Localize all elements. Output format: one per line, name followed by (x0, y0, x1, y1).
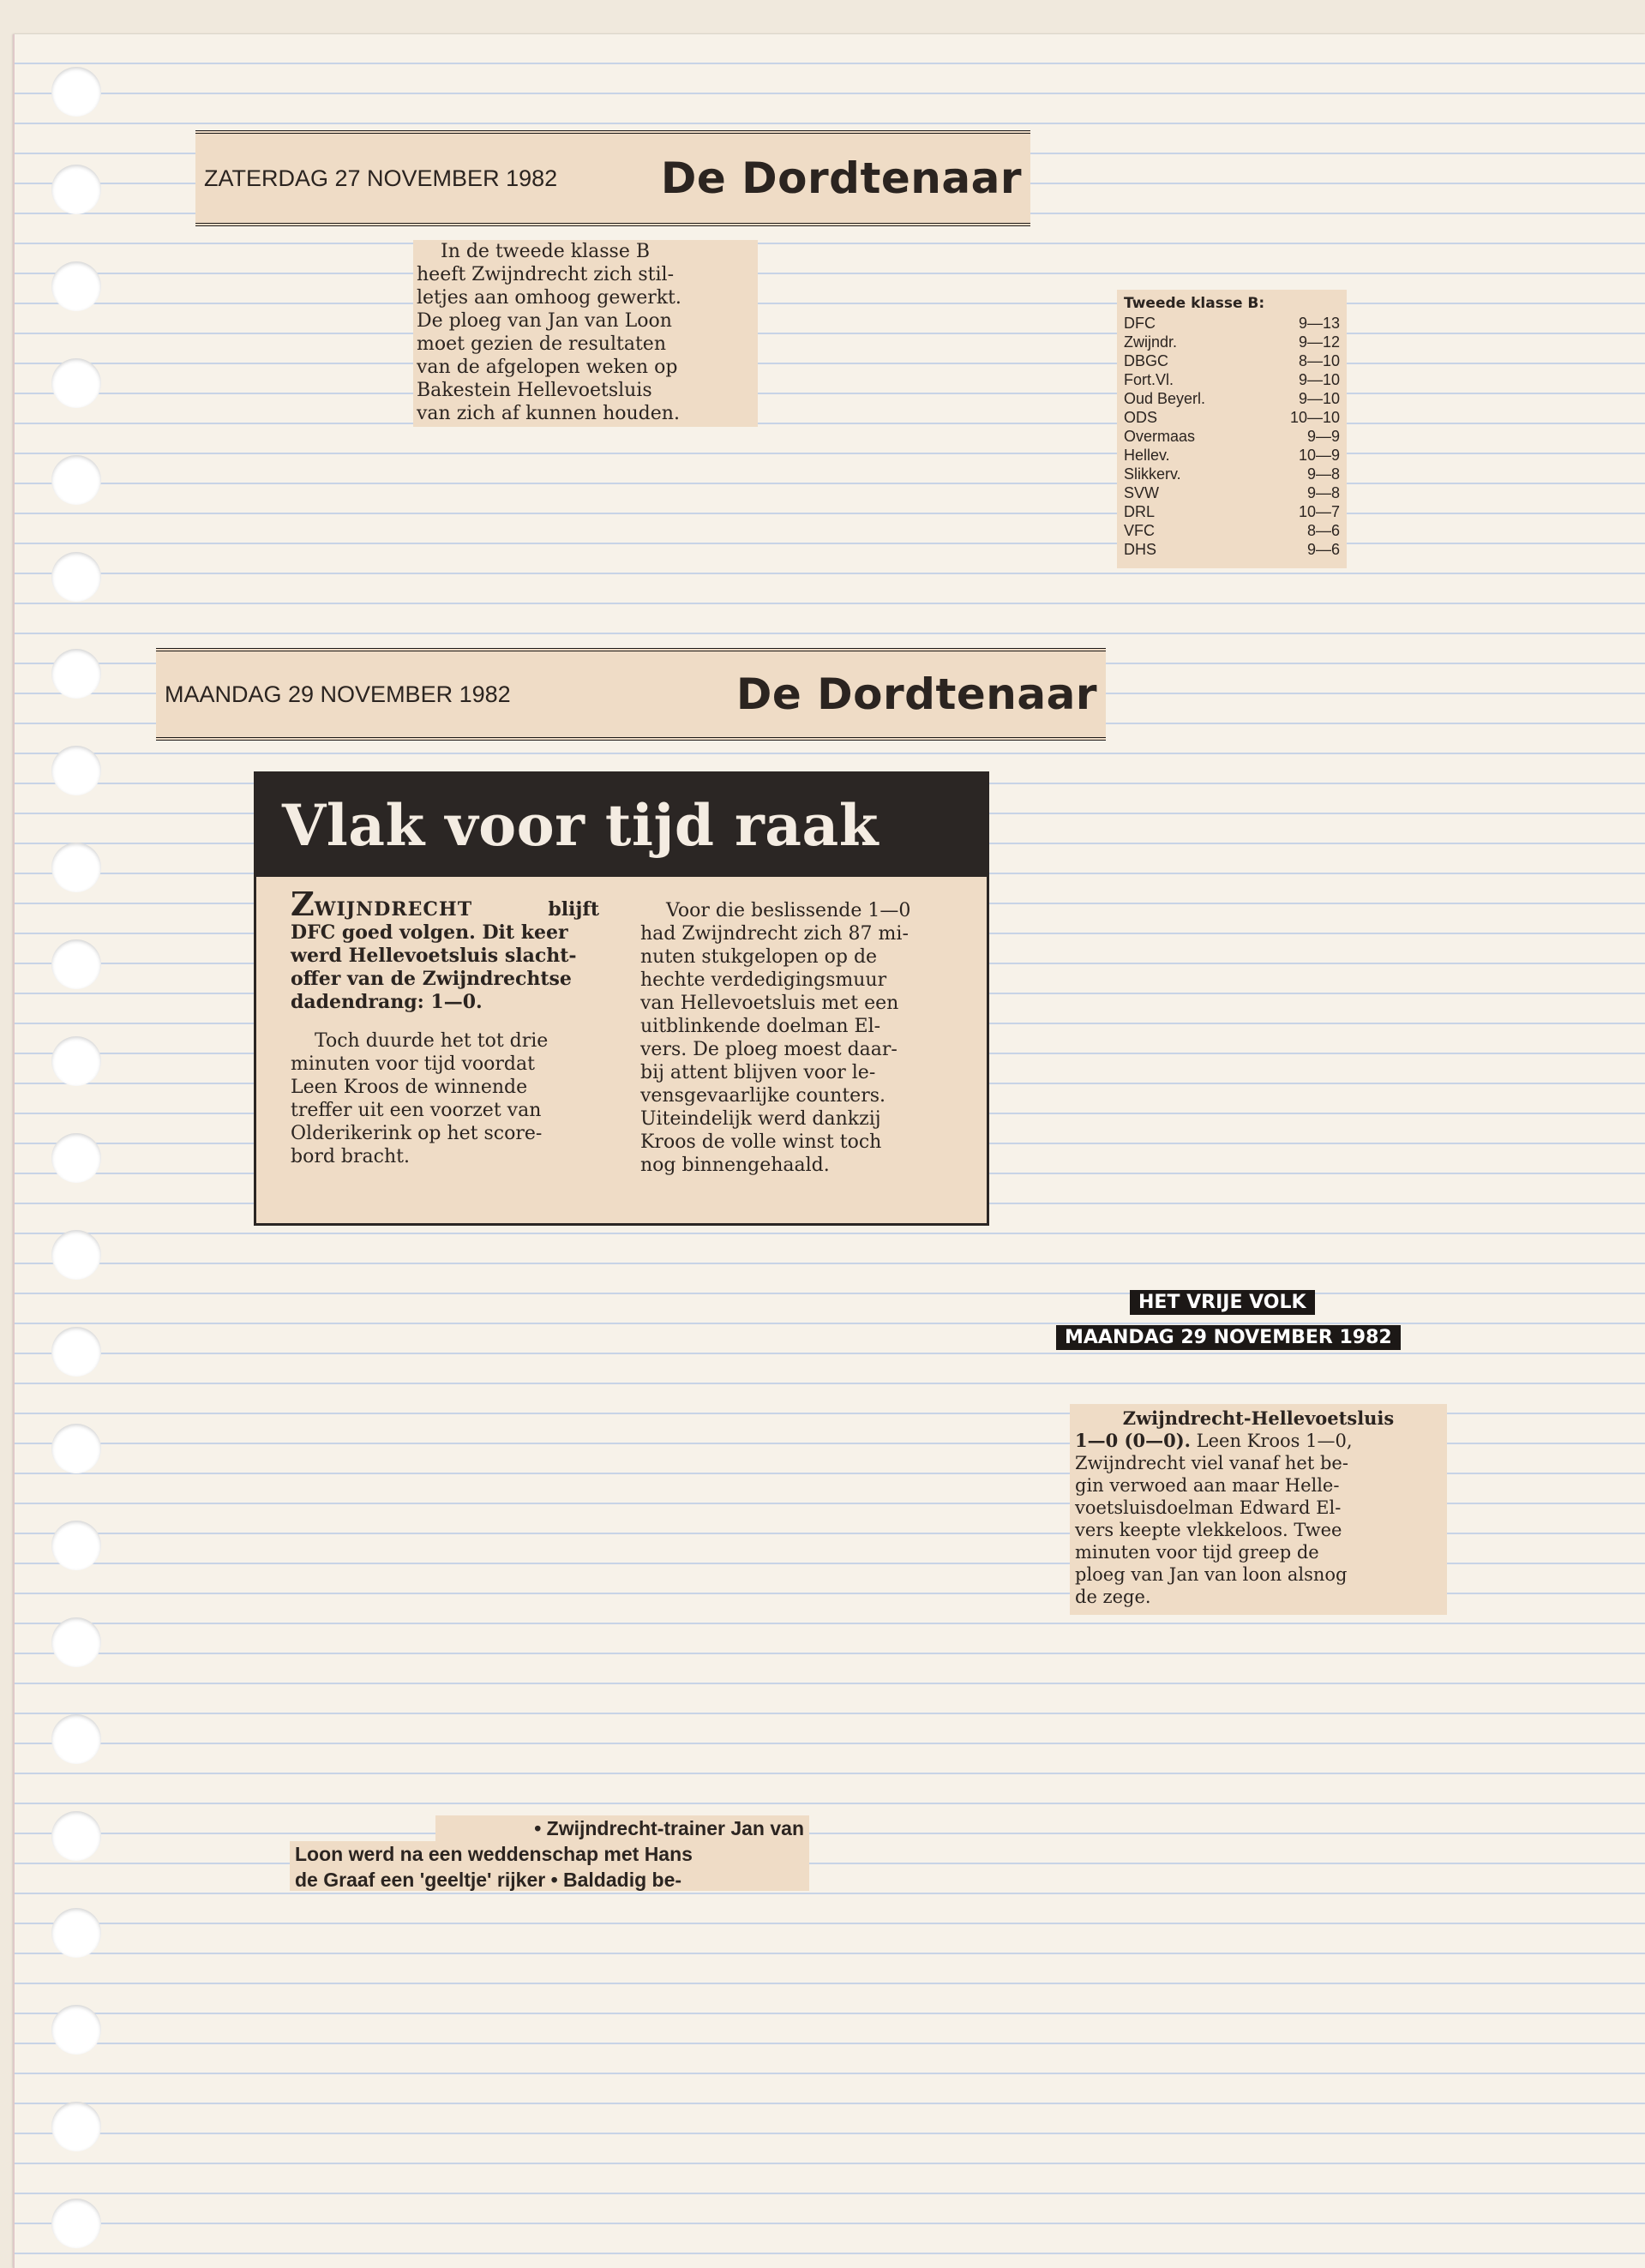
team-score: 9—13 (1298, 315, 1340, 332)
binder-hole-icon (51, 2102, 101, 2151)
binder-hole-icon (51, 358, 101, 408)
text-line: Kroos de volle winst toch (640, 1131, 882, 1153)
text-line: bij attent blijven voor le- (640, 1062, 876, 1083)
note-trainer-bet (290, 1841, 809, 1891)
text-line: nuten stukgelopen op de (640, 946, 878, 968)
article-vlak-voor-tijd-raak (254, 771, 989, 1226)
team-score: 9—10 (1298, 371, 1340, 388)
binder-hole-icon (51, 552, 101, 602)
standings-title: Tweede klasse B: (1124, 295, 1265, 312)
team-name: Slikkerv. (1124, 465, 1181, 483)
paper-name-label: HET VRIJE VOLK (1130, 1290, 1315, 1315)
binder-hole-icon (51, 261, 101, 311)
text-line: de Graaf een 'geeltje' rijker • Baldadig be- (295, 1869, 682, 1891)
standings-row (1124, 370, 1340, 389)
team-score: 10—10 (1289, 409, 1340, 426)
team-name: Oud Beyerl. (1124, 390, 1206, 407)
score-bold: 1—0 (0—0). (1075, 1430, 1191, 1451)
binder-hole-icon (51, 165, 101, 214)
standings-row (1124, 502, 1340, 521)
text-line: de zege. (1075, 1587, 1151, 1607)
binder-hole-icon (51, 1036, 101, 1086)
team-name: VFC (1124, 522, 1155, 539)
column-1 (291, 885, 599, 1177)
team-score: 9—10 (1298, 390, 1340, 407)
column-2 (640, 892, 968, 1177)
binder-hole-icon (51, 1230, 101, 1280)
text-line: ploeg van Jan van loon alsnog (1075, 1564, 1348, 1585)
masthead-dordtenaar-1 (195, 130, 1030, 226)
text-line: minuten voor tijd voordat (291, 1053, 535, 1075)
standings-row (1124, 333, 1340, 351)
drop-cap: Z (291, 885, 315, 923)
text-line: Olderikerink op het score- (291, 1123, 543, 1144)
standings-row (1124, 408, 1340, 427)
text-line: van Hellevoetsluis met een (640, 993, 899, 1014)
text-line: Zwijndrecht viel vanaf het be- (1075, 1453, 1348, 1473)
masthead-name: De Dordtenaar (735, 669, 1097, 719)
binder-hole-icon (51, 1908, 101, 1958)
standings-row (1124, 446, 1340, 465)
team-score: 10—9 (1298, 447, 1340, 464)
text-line: voetsluisdoelman Edward El- (1075, 1497, 1342, 1518)
team-score: 9—8 (1306, 465, 1340, 483)
result-heading: Zwijndrecht-Hellevoetsluis (1122, 1407, 1395, 1429)
binder-hole-icon (51, 67, 101, 117)
team-score: 9—6 (1306, 541, 1340, 558)
standings-row (1124, 521, 1340, 540)
text-line: Voor die beslissende 1—0 (666, 900, 911, 921)
text-line: nog binnengehaald. (640, 1155, 830, 1176)
text-line: moet gezien de resultaten (417, 333, 666, 355)
lead-line: blijft (548, 898, 599, 921)
text-line: bord bracht. (291, 1146, 410, 1167)
lead-line: offer van de Zwijndrechtse (291, 968, 572, 990)
lead-line: dadendrang: 1—0. (291, 991, 483, 1013)
binder-hole-icon (51, 1714, 101, 1764)
text-line: Bakestein Hellevoetsluis (417, 380, 652, 401)
binder-hole-icon (51, 746, 101, 795)
team-name: SVW (1124, 484, 1160, 501)
binder-hole-icon (51, 455, 101, 505)
text-line: treffer uit een voorzet van (291, 1100, 542, 1121)
team-name: Zwijndr. (1124, 333, 1178, 351)
team-score: 9—12 (1298, 333, 1340, 351)
standings-row (1124, 427, 1340, 446)
standings-row (1124, 389, 1340, 408)
team-name: Overmaas (1124, 428, 1196, 445)
headline: Vlak voor tijd raak (256, 774, 987, 877)
team-name: DFC (1124, 315, 1156, 332)
text-line: van de afgelopen weken op (417, 357, 678, 378)
team-name: Hellev. (1124, 447, 1170, 464)
binder-hole-icon (51, 649, 101, 699)
text-line: vers keepte vlekkeloos. Twee (1075, 1520, 1342, 1540)
lead-caps: WIJNDRECHT (314, 898, 473, 921)
team-name: DHS (1124, 541, 1157, 558)
binder-hole-icon (51, 1424, 101, 1473)
team-name: DBGC (1124, 352, 1169, 369)
binder-hole-icon (51, 1133, 101, 1183)
team-name: Fort.Vl. (1124, 371, 1174, 388)
text-line: letjes aan omhoog gewerkt. (417, 287, 681, 309)
page-margin-line (13, 34, 15, 2268)
binder-hole-icon (51, 1327, 101, 1377)
standings-row (1124, 540, 1340, 559)
text-line: vensgevaarlijke counters. (640, 1085, 886, 1107)
text-line: Leen Kroos de winnende (291, 1077, 528, 1098)
text-line: heeft Zwijndrecht zich stil- (417, 264, 675, 285)
text-line: De ploeg van Jan van Loon (417, 310, 672, 332)
binder-hole-icon (51, 1811, 101, 1861)
binder-hole-icon (51, 1521, 101, 1570)
standings-row (1124, 351, 1340, 370)
text-line: had Zwijndrecht zich 87 mi- (640, 923, 909, 945)
text-line: Uiteindelijk werd dankzij (640, 1108, 881, 1130)
text-line: minuten voor tijd greep de (1075, 1542, 1319, 1563)
binder-hole-icon (51, 843, 101, 892)
binder-hole-icon (51, 1617, 101, 1667)
binder-hole-icon (51, 939, 101, 989)
binder-hole-icon (51, 2005, 101, 2055)
text-line: Loon werd na een weddenschap met Hans (295, 1843, 693, 1865)
article-zwijndrecht-hellevoetsluis (1070, 1404, 1447, 1615)
text-line: Leen Kroos 1—0, (1196, 1431, 1353, 1451)
masthead-dordtenaar-2 (156, 648, 1106, 741)
text-line: vers. De ploeg moest daar- (640, 1039, 898, 1060)
team-name: DRL (1124, 503, 1156, 520)
standings-table (1117, 290, 1347, 568)
standings-row (1124, 314, 1340, 333)
article-snippet-tweede-klasse (413, 240, 758, 427)
text-line: van zich af kunnen houden. (417, 403, 680, 424)
team-score: 10—7 (1298, 503, 1340, 520)
team-score: 8—10 (1298, 352, 1340, 369)
team-name: ODS (1124, 409, 1158, 426)
standings-row (1124, 483, 1340, 502)
team-score: 9—9 (1306, 428, 1340, 445)
text-line: uitblinkende doelman El- (640, 1016, 881, 1037)
lead-line: DFC goed volgen. Dit keer (291, 921, 568, 944)
binder-hole-icon (51, 2199, 101, 2248)
text-line: In de tweede klasse B (441, 241, 650, 262)
text-line: Toch duurde het tot drie (315, 1030, 549, 1052)
masthead-date: MAANDAG 29 NOVEMBER 1982 (165, 681, 511, 707)
paper-date-label: MAANDAG 29 NOVEMBER 1982 (1056, 1325, 1401, 1350)
note-line-1: • Zwijndrecht-trainer Jan van (435, 1815, 809, 1841)
text-line: gin verwoed aan maar Helle- (1075, 1475, 1340, 1496)
masthead-date: ZATERDAG 27 NOVEMBER 1982 (204, 165, 558, 191)
standings-row (1124, 465, 1340, 483)
team-score: 8—6 (1306, 522, 1340, 539)
lead-line: werd Hellevoetsluis slacht- (291, 945, 577, 967)
team-score: 9—8 (1306, 484, 1340, 501)
masthead-name: De Dordtenaar (660, 153, 1022, 203)
text-line: hechte verdedigingsmuur (640, 969, 887, 991)
